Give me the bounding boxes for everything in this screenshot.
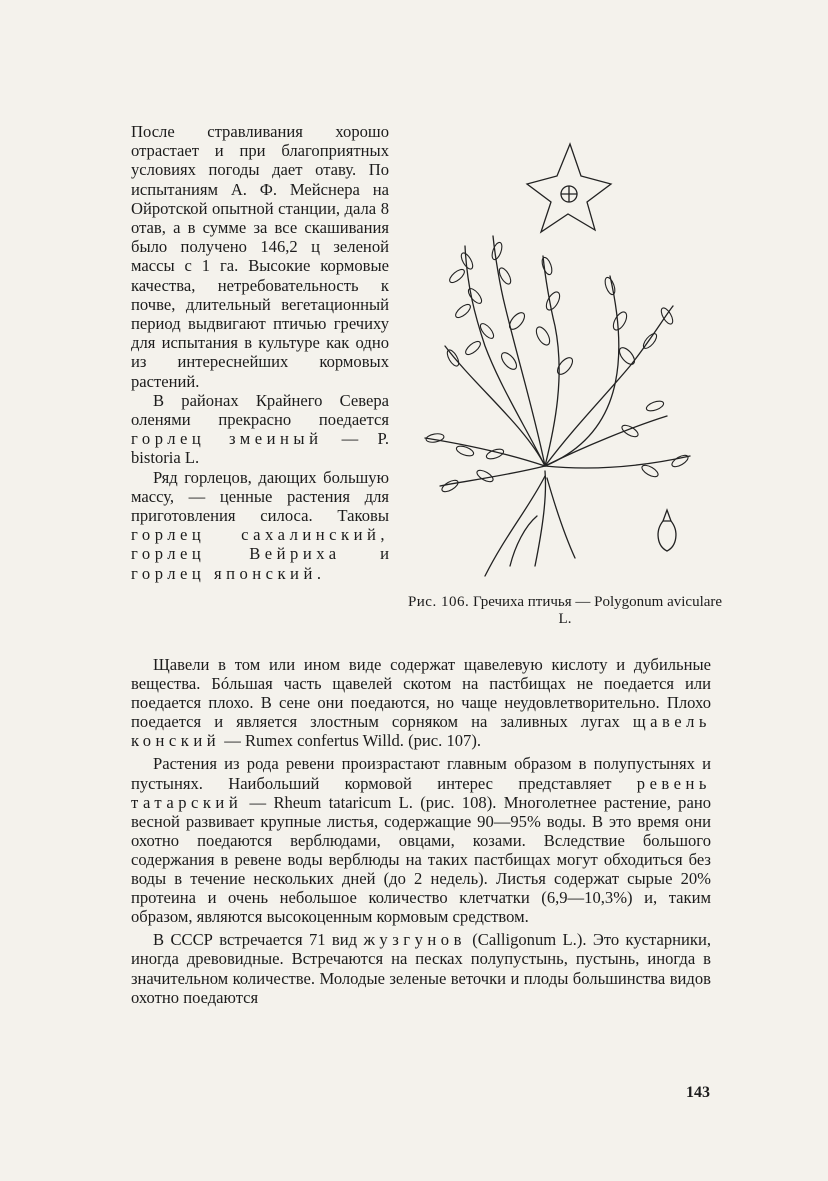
spaced-term: горлец японский. (131, 563, 326, 583)
paragraph-calligonum (131, 930, 711, 1006)
text-segment: — Rheum tataricum L. (рис. 108). Многолетнее растение, рано весной развивает крупные листья, содержащие 90—95% воды. В это время они охотно поедаются верблюдами, овцами, козами. Вследствие большого содержания в ревене воды верблюды на таких пастбищах могут обходиться без воды в течение нескольких дней (до 2 недель). Листья содержат сырые 20% протеина и очень небольшое количество клетчатки (6,9—10,3%) и, таким образом, являются высокоценным кормовым средством. (131, 792, 711, 927)
text-segment: Ряд горлецов, дающих большую массу, — ценные растения для приготовления силоса. Таковы (131, 467, 389, 526)
text-segment: Щавели в том или ином виде содержат щавелевую кислоту и дубильные вещества. Бóльшая часть щавелей скотом на пастбищах не поедается или поедается плохо. В сене они поедаются, но чаще неудовлетворительно. Плохо поедается и является злостным сорняком на заливных лугах (131, 655, 711, 732)
figure-polygonum (405, 126, 730, 588)
spaced-term: щавель конский (131, 712, 711, 751)
spaced-term: ревень татарский (131, 773, 711, 812)
caption-number: Рис. 106. (407, 594, 470, 610)
figure-caption (400, 594, 730, 628)
paragraph-north (131, 391, 389, 468)
spaced-term: горлец Вейриха (131, 544, 341, 564)
paragraph-meisner: После стравливания хорошо отрастает и при благоприятных условиях погоды дает отаву. По испытаниям А. Ф. Мейснера на Ойротской опытной станции, дала 8 отав, а в сумме за все скашивания было получено 146,2 ц зеленой массы с 1 га. Высокие кормовые качества, нетребовательность к почве, длительный вегетационный период выдвигают птичью гречиху для испытания в культуре как одно из интереснейших кормовых растений. (131, 122, 389, 391)
flower-drawing (527, 144, 611, 232)
fruit-detail (658, 510, 676, 551)
page-number: 143 (686, 1084, 710, 1101)
plant-illustration (405, 126, 730, 588)
paragraph-silage (131, 468, 389, 583)
main-text (131, 655, 711, 1007)
text-segment: Растения из рода ревени произрастают главным образом в полупустынях и пустынях. Наибольший кормовой интерес представляет (131, 754, 711, 793)
text-segment: — Rumex confertus Willd. (рис. 107). (224, 731, 482, 751)
caption-text: Гречиха птичья — Polygonum aviculare L. (472, 594, 723, 627)
spaced-term: горлец сахалинский, (131, 525, 389, 545)
text-segment: — P. bistoria L. (131, 429, 389, 468)
text-segment: В СССР встречается 71 вид (153, 930, 358, 950)
spaced-term: горлец змеиный (131, 429, 323, 449)
text-segment: В районах Крайнего Севера оленями прекрасно поедается (131, 390, 389, 430)
text-segment: и (380, 544, 389, 564)
paragraph-rhubarb (131, 754, 711, 926)
spaced-term: жузгунов (363, 930, 466, 950)
text-segment: (Calligonum L.). Это кустарники, иногда древовидные. Встречаются на песках полупустынь, пустынь, иногда в значительном количестве. Молодые зеленые веточки и плоды большинства видов охотно поедаются (131, 930, 711, 1007)
left-text-column (131, 122, 389, 583)
paragraph-sorrel (131, 655, 711, 750)
